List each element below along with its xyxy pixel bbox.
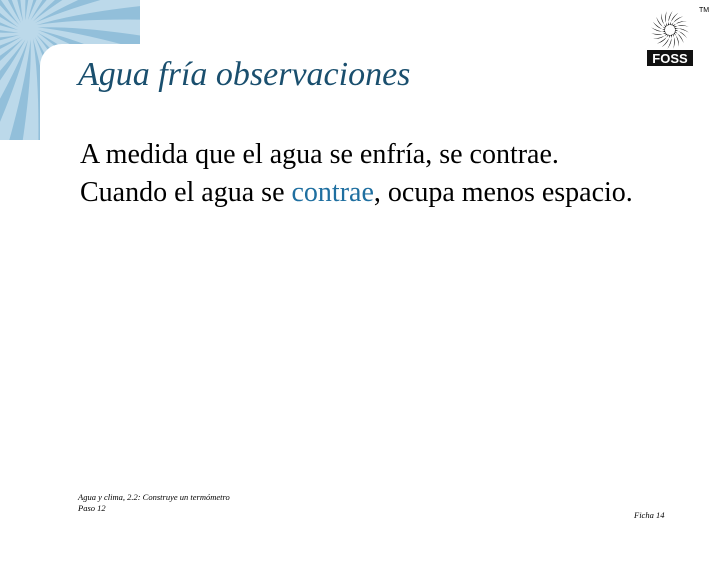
highlighted-word: contrae <box>291 177 374 208</box>
foss-logo-icon <box>646 6 694 68</box>
body-text-part2: , ocupa menos espacio. <box>373 177 633 208</box>
slide-title: Agua fría observaciones <box>78 56 411 93</box>
content-panel <box>40 44 720 564</box>
logo-text: FOSS <box>652 51 688 66</box>
trademark-mark: TM <box>699 7 710 14</box>
page-label: Ficha 14 <box>634 510 665 520</box>
body-text-part1: A medida que el agua se enfría, se contrae. Cuando el agua se <box>80 139 559 208</box>
footer-line-2: Paso 12 <box>78 503 106 513</box>
footer-source <box>78 492 230 514</box>
footer-line-1: Agua y clima, 2.2: Construye un termómetro <box>78 492 230 502</box>
body-text <box>80 136 640 212</box>
